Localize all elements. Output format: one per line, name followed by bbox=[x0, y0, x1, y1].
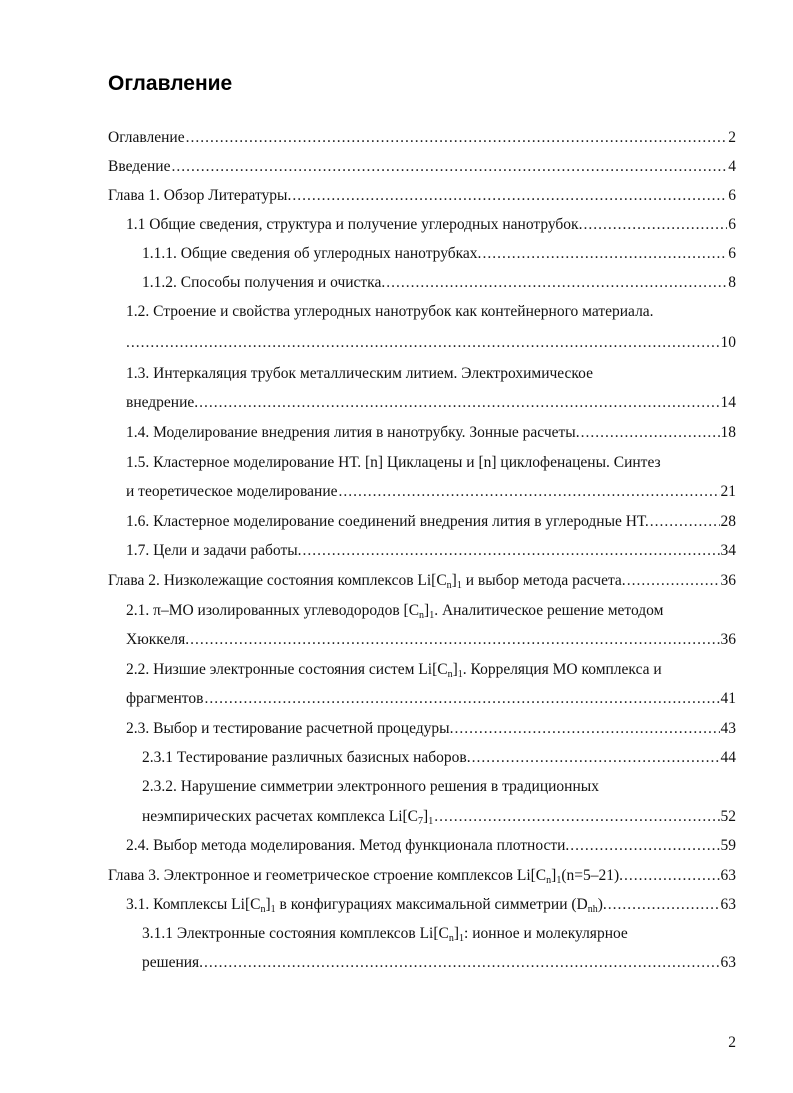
toc-entry-title: 1.6. Кластерное моделирование соединений внедрения лития в углеродные НТ. bbox=[126, 513, 649, 530]
toc-entry[interactable] bbox=[126, 537, 736, 565]
toc-entry-title: 1.1 Общие сведения, структура и получение углеродных нанотрубок. bbox=[126, 216, 583, 233]
toc-entry-title-line1[interactable]: 1.3. Интеркаляция трубок металлическим литием. Электрохимическое bbox=[126, 365, 593, 382]
toc-entry[interactable] bbox=[108, 862, 736, 890]
toc-entry[interactable] bbox=[126, 329, 736, 357]
toc-entry-title: неэмпирических расчетах комплекса $Li[C_7]_1$ bbox=[142, 808, 434, 827]
page-title: Оглавление bbox=[108, 72, 233, 95]
toc-entry-title-line1[interactable]: 1.5. Кластерное моделирование НТ. [n] Циклацены и [n] циклофенацены. Синтез bbox=[126, 454, 661, 471]
toc-entry-page: 34 bbox=[720, 542, 736, 559]
toc-leader-dots bbox=[186, 124, 728, 152]
toc-entry-page: 63 bbox=[720, 867, 736, 884]
toc-entry[interactable] bbox=[142, 269, 736, 297]
toc-leader-dots bbox=[199, 389, 719, 417]
toc-leader-dots bbox=[482, 240, 727, 268]
toc-entry-page: 18 bbox=[720, 424, 736, 441]
toc-entry-page: 10 bbox=[720, 334, 736, 351]
toc-entry-page: 6 bbox=[728, 187, 736, 204]
toc-entry-page: 63 bbox=[720, 954, 736, 971]
toc-leader-dots bbox=[303, 537, 720, 565]
toc-leader-dots bbox=[292, 182, 727, 210]
toc-entry[interactable] bbox=[126, 715, 736, 743]
toc-leader-dots bbox=[627, 567, 720, 595]
toc-entry[interactable] bbox=[142, 744, 736, 772]
toc-leader-dots bbox=[581, 419, 720, 447]
toc-entry[interactable] bbox=[142, 240, 736, 268]
toc-entry-title: 3.1. Комплексы $Li[C_n]_1$ в конфигурациях максимальной симметрии $(D_{nh})$. bbox=[126, 896, 607, 915]
toc-entry-title: внедрение. bbox=[126, 394, 199, 411]
toc-entry[interactable] bbox=[108, 153, 736, 181]
toc-entry[interactable] bbox=[108, 567, 736, 595]
toc-entry-page: 6 bbox=[728, 216, 736, 233]
toc-leader-dots bbox=[608, 891, 720, 919]
toc-leader-dots bbox=[570, 832, 719, 860]
toc-leader-dots bbox=[171, 153, 727, 181]
toc-leader-dots bbox=[204, 949, 719, 977]
toc-entry-title: и теоретическое моделирование bbox=[126, 483, 338, 500]
toc-entry-title: Введение bbox=[108, 158, 171, 175]
toc-entry-page: 36 bbox=[720, 572, 736, 589]
toc-entry-title: 1.1.1. Общие сведения об углеродных нанотрубках. bbox=[142, 245, 482, 262]
toc-entry-title: Оглавление bbox=[108, 129, 185, 146]
toc-entry[interactable] bbox=[126, 685, 736, 713]
page-number: 2 bbox=[728, 1034, 736, 1051]
toc-entry-page: 8 bbox=[728, 274, 736, 291]
toc-entry[interactable] bbox=[126, 891, 736, 919]
toc-entry-page: 21 bbox=[720, 483, 736, 500]
toc-entry-page: 52 bbox=[720, 808, 736, 825]
toc-entry-title-line1[interactable]: 2.1. π–МО изолированных углеводородов $[C_n]_1$. Аналитическое решение методом bbox=[126, 602, 664, 621]
toc-entry-title: 2.3.1 Тестирование различных базисных наборов. bbox=[142, 749, 471, 766]
toc-leader-dots bbox=[386, 269, 727, 297]
toc-entry[interactable] bbox=[126, 832, 736, 860]
toc-entry-page: 44 bbox=[720, 749, 736, 766]
toc-leader-dots bbox=[454, 715, 719, 743]
toc-entry[interactable] bbox=[108, 182, 736, 210]
toc-leader-dots bbox=[204, 685, 719, 713]
toc-entry[interactable] bbox=[108, 124, 736, 152]
toc-entry-title: Глава 3. Электронное и геометрическое строение комплексов $Li[C_n]_1(n=5-21)$. bbox=[108, 867, 624, 886]
toc-entry-page: 4 bbox=[728, 158, 736, 175]
toc-entry-page: 63 bbox=[720, 896, 736, 913]
toc-leader-dots bbox=[650, 508, 720, 536]
toc-entry-title: 2.3. Выбор и тестирование расчетной процедуры. bbox=[126, 720, 454, 737]
toc-entry-title: 2.4. Выбор метода моделирования. Метод функционала плотности. bbox=[126, 837, 570, 854]
toc-entry-title: 1.4. Моделирование внедрения лития в нанотрубку. Зонные расчеты. bbox=[126, 424, 580, 441]
toc-entry-page: 28 bbox=[720, 513, 736, 530]
toc-entry-title-line1[interactable]: 1.2. Строение и свойства углеродных нанотрубок как контейнерного материала. bbox=[126, 303, 654, 320]
toc-leader-dots bbox=[583, 211, 727, 239]
toc-leader-dots bbox=[434, 803, 719, 831]
toc-entry-title: 1.1.2. Способы получения и очистка. bbox=[142, 274, 386, 291]
toc-entry[interactable] bbox=[126, 389, 736, 417]
toc-leader-dots bbox=[339, 478, 720, 506]
toc-leader-dots bbox=[126, 329, 720, 357]
toc-entry[interactable] bbox=[142, 949, 736, 977]
toc-entry-title: 1.7. Цели и задачи работы. bbox=[126, 542, 302, 559]
toc-entry-page: 59 bbox=[720, 837, 736, 854]
toc-entry[interactable] bbox=[142, 803, 736, 831]
toc-entry-page: 14 bbox=[720, 394, 736, 411]
toc-entry-page: 41 bbox=[720, 690, 736, 707]
toc-entry[interactable] bbox=[126, 419, 736, 447]
toc-entry-title-line1[interactable]: 3.1.1 Электронные состояния комплексов $Li[C_n]_1$: ионное и молекулярное bbox=[142, 925, 628, 944]
toc-leader-dots bbox=[624, 862, 719, 890]
toc-entry-title: решения. bbox=[142, 954, 204, 971]
toc-entry[interactable] bbox=[126, 626, 736, 654]
toc-entry-title: фрагментов bbox=[126, 690, 204, 707]
toc-entry-page: 43 bbox=[720, 720, 736, 737]
toc-entry[interactable] bbox=[126, 211, 736, 239]
toc-entry-page: 36 bbox=[720, 631, 736, 648]
toc-entry-title-line1[interactable]: 2.2. Низшие электронные состояния систем $Li[C_n]_1$. Корреляция МО комплекса и bbox=[126, 661, 662, 680]
toc-leader-dots bbox=[190, 626, 719, 654]
toc-entry[interactable] bbox=[126, 478, 736, 506]
toc-leader-dots bbox=[472, 744, 720, 772]
toc-entry-page: 2 bbox=[728, 129, 736, 146]
toc-entry-title: Глава 1. Обзор Литературы. bbox=[108, 187, 292, 204]
toc-entry-title: Хюккеля. bbox=[126, 631, 190, 648]
toc-entry[interactable] bbox=[126, 508, 736, 536]
toc-entry-title: Глава 2. Низколежащие состояния комплексов $Li[C_n]_1$ и выбор метода расчета. bbox=[108, 572, 626, 591]
toc-entry-page: 6 bbox=[728, 245, 736, 262]
toc-entry-title-line1[interactable]: 2.3.2. Нарушение симметрии электронного решения в традиционных bbox=[142, 778, 599, 795]
